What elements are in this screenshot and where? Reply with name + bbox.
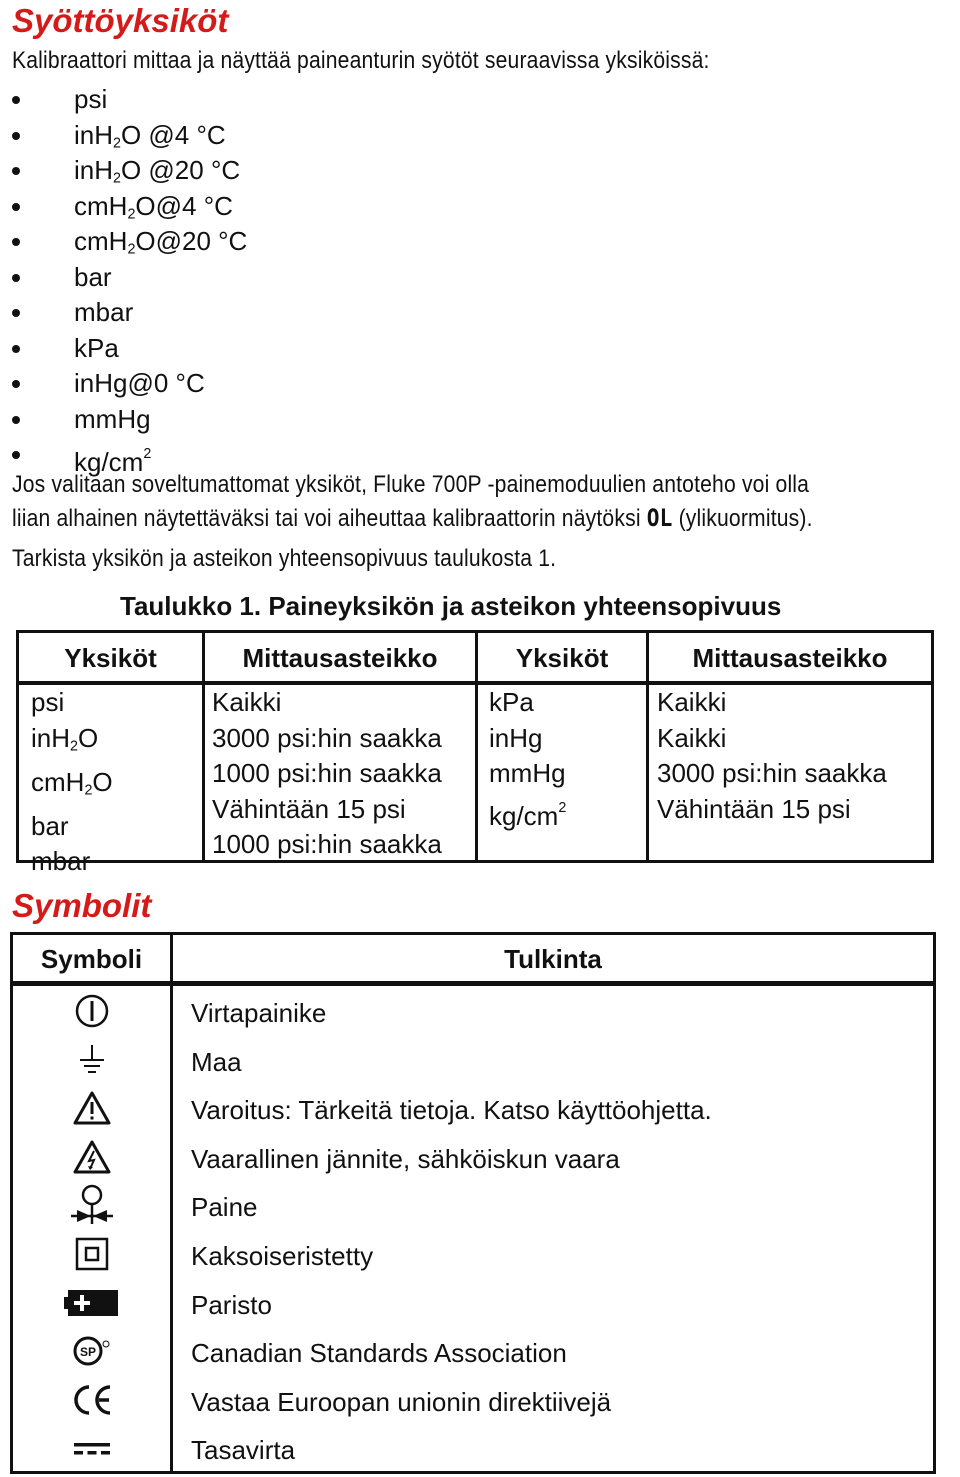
symbol-row	[13, 1376, 933, 1425]
high-voltage-icon	[13, 1133, 170, 1182]
symbol-meaning: Paristo	[191, 1289, 272, 1320]
section-title-symbols: Symbolit	[12, 887, 152, 924]
unit-label: bar	[74, 261, 112, 292]
symbol-meaning: Vaarallinen jännite, sähköiskun vaara	[191, 1143, 620, 1174]
intro-text: Kalibraattori mittaa ja näyttää paineanturin syötöt seuraavissa yksiköissä:	[12, 47, 710, 74]
table1-unit-cell-text: inH$_2$O	[31, 722, 99, 755]
symbol-row	[13, 1327, 933, 1376]
bullet-icon	[12, 345, 20, 353]
table1-range-cell: Kaikki	[657, 687, 727, 717]
symbol-row	[13, 1133, 933, 1182]
table1-unit-cell	[31, 809, 113, 845]
table1-unit-cell-text: mbar	[31, 846, 91, 877]
symbol-row	[13, 1424, 933, 1473]
table1-unit-cell-text: kPa	[489, 687, 534, 717]
unit-label: mbar	[74, 297, 134, 327]
battery-icon	[13, 1279, 170, 1328]
paragraph-table-ref: Tarkista yksikön ja asteikon yhteensopivuus taulukosta 1.	[12, 545, 557, 572]
symbols-table-header-rule	[13, 981, 933, 986]
power-button-icon	[13, 987, 170, 1036]
pressure-icon	[13, 1181, 170, 1230]
paragraph-line-2	[12, 504, 813, 533]
unit-label: $kg/cm^2$	[74, 446, 152, 477]
table1-unit-cell	[489, 756, 566, 792]
bullet-icon	[12, 238, 20, 246]
table1-header-range: Mittausasteikko	[242, 643, 438, 673]
table1-left-ranges	[212, 685, 442, 863]
unit-label: inH$_2$O @20 °C	[74, 155, 241, 187]
table1-unit-cell	[31, 721, 113, 765]
table1-unit-cell-text: bar	[31, 810, 69, 841]
table1-header-units: Yksiköt	[64, 643, 157, 673]
table1-unit-cell-text: psi	[31, 687, 65, 717]
table1-unit-cell-text: mmHg	[489, 758, 566, 788]
table1-unit-cell-text: cmH$_2$O	[31, 766, 113, 799]
bullet-icon	[12, 96, 20, 104]
csa-icon	[13, 1327, 170, 1376]
table1-unit-cell-text: inHg	[489, 722, 543, 753]
bullet-icon	[12, 309, 20, 317]
symbol-row	[13, 987, 933, 1036]
double-insulated-icon	[13, 1230, 170, 1279]
ol-indicator: OL	[646, 504, 673, 532]
unit-compatibility-table	[16, 630, 934, 877]
dc-icon	[13, 1424, 170, 1473]
ce-mark-icon	[13, 1376, 170, 1425]
bullet-icon	[12, 203, 20, 211]
symbol-row	[13, 1279, 933, 1328]
table1-unit-cell	[489, 792, 566, 835]
symbol-meaning: Varoitus: Tärkeitä tietoja. Katso käyttöohjetta.	[191, 1095, 712, 1126]
table1-range-cell: Kaikki	[212, 687, 282, 717]
unit-label: inHg@0 °C	[74, 368, 205, 398]
table1-unit-cell	[31, 685, 113, 721]
symbol-meaning: Virtapainike	[191, 998, 327, 1028]
table1-range-cell: 1000 psi:hin saakka	[212, 829, 442, 859]
symbol-meaning: Tasavirta	[191, 1435, 296, 1466]
table1-unit-cell	[489, 721, 566, 757]
symbols-header-meaning: Tulkinta	[504, 944, 602, 974]
unit-label: psi	[74, 84, 108, 114]
ground-icon	[13, 1036, 170, 1085]
table1-range-cell: Vähintään 15 psi	[212, 793, 406, 824]
unit-label: inH$_2$O @4 °C	[74, 119, 226, 152]
table1-range-cell: 3000 psi:hin saakka	[657, 758, 887, 788]
symbol-meaning: Paine	[191, 1192, 258, 1223]
bullet-icon	[12, 416, 20, 424]
symbol-row	[13, 1230, 933, 1279]
table1-range-cell: 3000 psi:hin saakka	[212, 722, 442, 753]
symbol-meaning: Kaksoiseristetty	[191, 1241, 374, 1271]
table1-range-cell: Kaikki	[657, 722, 727, 753]
bullet-icon	[12, 380, 20, 388]
unit-label: mmHg	[74, 403, 151, 434]
table1-range-cell: 1000 psi:hin saakka	[212, 758, 442, 788]
warning-icon	[13, 1084, 170, 1133]
symbol-row	[13, 1084, 933, 1133]
bullet-icon	[12, 451, 20, 459]
bullet-icon	[12, 274, 20, 282]
bullet-icon	[12, 132, 20, 140]
table1-header-range: Mittausasteikko	[692, 643, 888, 673]
unit-label: kPa	[74, 332, 119, 363]
svg-text:SP: SP	[79, 1345, 96, 1360]
table1-unit-cell-text: $kg/cm^2$	[489, 800, 567, 832]
paragraph-line-2-text: liian alhainen näytettäväksi tai voi aiheuttaa kalibraattorin näytöksi	[12, 505, 641, 532]
table1-unit-cell	[31, 844, 113, 880]
table1-right-ranges	[657, 685, 887, 827]
unit-label: cmH$_2$O@20 °C	[74, 226, 248, 258]
symbol-meaning: Vastaa Euroopan unionin direktiivejä	[191, 1386, 612, 1417]
paragraph-line-1: Jos valitaan soveltumattomat yksiköt, Fluke 700P -painemoduulien antoteho voi olla	[12, 471, 810, 498]
table1-range-cell: Vähintään 15 psi	[657, 793, 851, 824]
table1-caption: Taulukko 1. Paineyksikön ja asteikon yhteensopivuus	[120, 591, 782, 621]
symbol-row	[13, 1181, 933, 1230]
section-title-input-units: Syöttöyksiköt	[12, 2, 229, 39]
table1-left-units	[31, 685, 113, 880]
table1-unit-cell	[31, 765, 113, 809]
table1-header-units: Yksiköt	[515, 643, 609, 673]
table1-unit-cell	[489, 685, 566, 721]
symbol-meaning: Maa	[191, 1046, 242, 1077]
paragraph-line-2-end: (ylikuormitus).	[678, 505, 813, 532]
table1-right-units	[489, 685, 566, 835]
bullet-icon	[12, 167, 20, 175]
symbols-header-symbol: Symboli	[40, 944, 143, 974]
symbol-row	[13, 1036, 933, 1085]
unit-label: cmH$_2$O@4 °C	[74, 190, 233, 223]
symbol-meaning: Canadian Standards Association	[191, 1338, 567, 1369]
symbols-table	[10, 932, 936, 1474]
